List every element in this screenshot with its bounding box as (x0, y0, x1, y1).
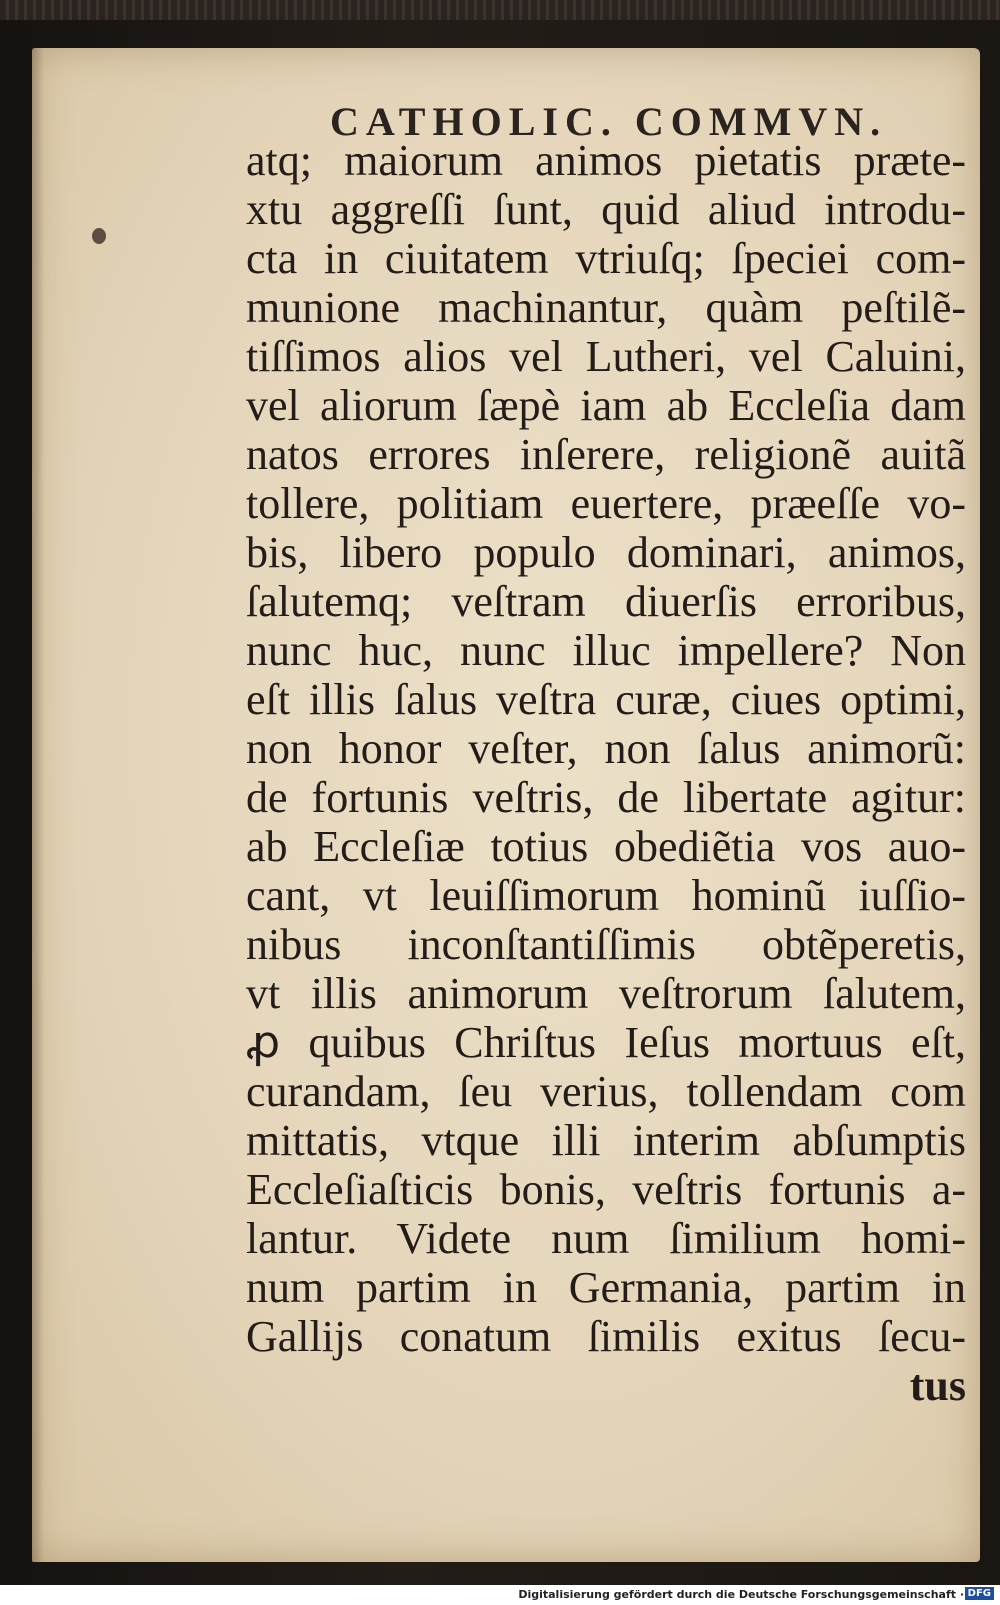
text-line: num partim in Germania, partim in (246, 1263, 966, 1312)
catchword: tus (909, 1361, 966, 1410)
page-gutter-shadow (32, 48, 44, 1562)
body-text (246, 136, 966, 1410)
text-line: nibus inconſtantiſſimis obtẽperetis, (246, 920, 966, 969)
funding-credit: Digitalisierung gefördert durch die Deutsche Forschungsgemeinschaft · (518, 1588, 964, 1601)
text-line: bis, libero populo dominari, animos, (246, 528, 966, 577)
scan-top-edge (0, 0, 1000, 20)
text-line: vt illis animorum veſtrorum ſalutem, (246, 969, 966, 1018)
text-line: atq; maiorum animos pietatis præte- (246, 136, 966, 185)
dfg-logo: DFG (965, 1587, 994, 1600)
text-line: Eccleſiaſticis bonis, veſtris fortunis a- (246, 1165, 966, 1214)
text-line: natos errores inſerere, religionẽ auitã (246, 430, 966, 479)
text-line: Gallijs conatum ſimilis exitus ſecu- (246, 1312, 966, 1361)
text-line: de fortunis veſtris, de libertate agitur: (246, 773, 966, 822)
text-line: tollere, politiam euertere, præeſſe vo- (246, 479, 966, 528)
text-line: tiſſimos alios vel Lutheri, vel Caluini, (246, 332, 966, 381)
text-line: eſt illis ſalus veſtra curæ, ciues optimi, (246, 675, 966, 724)
text-line: mittatis, vtque illi interim abſumptis (246, 1116, 966, 1165)
text-line: vel aliorum ſæpè iam ab Eccleſia dam (246, 381, 966, 430)
text-line: cant, vt leuiſſimorum hominũ iuſſio- (246, 871, 966, 920)
text-line: ꝓ quibus Chriſtus Ieſus mortuus eſt, (246, 1018, 966, 1067)
text-line: cta in ciuitatem vtriuſq; ſpeciei com- (246, 234, 966, 283)
ink-speck (92, 228, 106, 244)
running-head: CATHOLIC. COMMVN. (330, 99, 888, 144)
text-line: lantur. Videte num ſimilium homi- (246, 1214, 966, 1263)
text-line: curandam, ſeu verius, tollendam com (246, 1067, 966, 1116)
text-line: xtu aggreſſi ſunt, quid aliud introdu- (246, 185, 966, 234)
text-line: non honor veſter, non ſalus animorũ: (246, 724, 966, 773)
book-page (32, 48, 980, 1562)
text-line: munione machinantur, quàm peſtilẽ- (246, 283, 966, 332)
text-line: ab Eccleſiæ totius obediẽtia vos auo- (246, 822, 966, 871)
text-line: nunc huc, nunc illuc impellere? Non (246, 626, 966, 675)
text-line: ſalutemq; veſtram diuerſis erroribus, (246, 577, 966, 626)
